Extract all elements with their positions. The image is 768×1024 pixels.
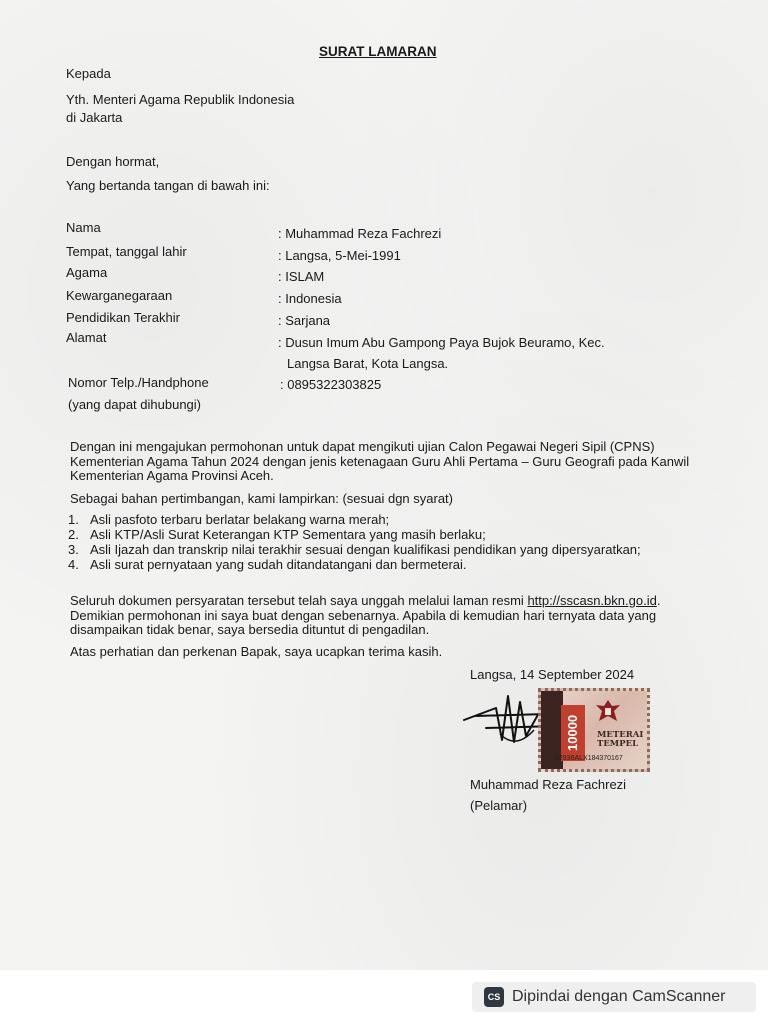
signer-name: Muhammad Reza Fachrezi	[470, 777, 627, 792]
application-paragraph: Dengan ini mengajukan permohonan untuk dapat mengikuti ujian Calon Pegawai Negeri Sipil (CPNS) Kementerian Agama Tahun 2024 dengan jenis ketenagaan Guru Ahli Pertama – Guru Geografi pada Kanwil Kementerian Agama Provinsi Aceh.	[70, 439, 690, 483]
garuda-emblem-icon	[593, 697, 623, 727]
thanks-line: Atas perhatian dan perkenan Bapak, saya ucapkan terima kasih.	[70, 644, 443, 659]
letter-title: SURAT LAMARAN	[319, 44, 437, 59]
field-label-citizenship: Kewarganegaraan	[66, 288, 173, 303]
field-value-citizenship: : Indonesia	[278, 291, 342, 306]
attachments-list	[68, 512, 641, 572]
attachments-intro: Sebagai bahan pertimbangan, kami lampirkan: (sesuai dgn syarat)	[70, 491, 453, 506]
camscanner-logo-icon: CS	[484, 987, 504, 1007]
field-value-name: : Muhammad Reza Fachrezi	[278, 226, 442, 241]
place-date: Langsa, 14 September 2024	[470, 667, 635, 682]
list-item: 2. Asli KTP/Asli Surat Keterangan KTP Sementara yang masih berlaku;	[68, 527, 486, 542]
sscasn-link[interactable]: http://sscasn.bkn.go.id	[527, 593, 657, 608]
camscanner-watermark	[472, 982, 756, 1012]
field-value-religion: : ISLAM	[278, 269, 325, 284]
field-label-religion: Agama	[66, 265, 108, 280]
greeting: Dengan hormat,	[66, 154, 160, 169]
signer-role: (Pelamar)	[470, 798, 528, 813]
field-value-phone: : 0895322303825	[280, 377, 382, 392]
field-label-name: Nama	[66, 220, 101, 235]
recipient-line-3: di Jakarta	[66, 110, 123, 125]
list-item: 4. Asli surat pernyataan yang sudah ditandatangani dan bermeterai.	[68, 557, 467, 572]
field-label-birth: Tempat, tanggal lahir	[66, 244, 187, 259]
field-label-address: Alamat	[66, 330, 107, 345]
intro: Yang bertanda tangan di bawah ini:	[66, 178, 270, 193]
list-item: 1. Asli pasfoto terbaru berlatar belakang warna merah;	[68, 512, 390, 527]
field-label-phone-note: (yang dapat dihubungi)	[68, 397, 201, 412]
list-item: 3. Asli Ijazah dan transkrip nilai terakhir sesuai dengan kualifikasi pendidikan yang dipersyaratkan;	[68, 542, 641, 557]
camscanner-text: Dipindai dengan CamScanner	[512, 988, 726, 1005]
field-value-address-line-2: Langsa Barat, Kota Langsa.	[287, 356, 449, 371]
field-value-birth: : Langsa, 5-Mei-1991	[278, 248, 401, 263]
stamp-serial: 92936ALX184370167	[555, 755, 623, 762]
stamp-label: METERAI TEMPEL	[597, 730, 644, 749]
field-value-education: : Sarjana	[278, 313, 331, 328]
meterai-stamp	[538, 688, 650, 772]
closing-paragraph: Seluruh dokumen persyaratan tersebut telah saya unggah melalui laman resmi http://sscasn.bkn.go.id. Demikian permohonan ini saya buat dengan sebenarnya. Apabila di kemudian hari ternyata data yang disampaikan tidak benar, saya bersedia dituntut di pengadilan.	[70, 593, 661, 637]
stamp-value: 10000	[561, 705, 585, 761]
field-label-phone: Nomor Telp./Handphone	[68, 375, 209, 390]
field-label-education: Pendidikan Terakhir	[66, 310, 180, 325]
field-value-address: : Dusun Imum Abu Gampong Paya Bujok Beuramo, Kec.	[278, 335, 605, 350]
recipient-line-2: Yth. Menteri Agama Republik Indonesia	[66, 92, 295, 107]
recipient-line-1: Kepada	[66, 66, 111, 81]
